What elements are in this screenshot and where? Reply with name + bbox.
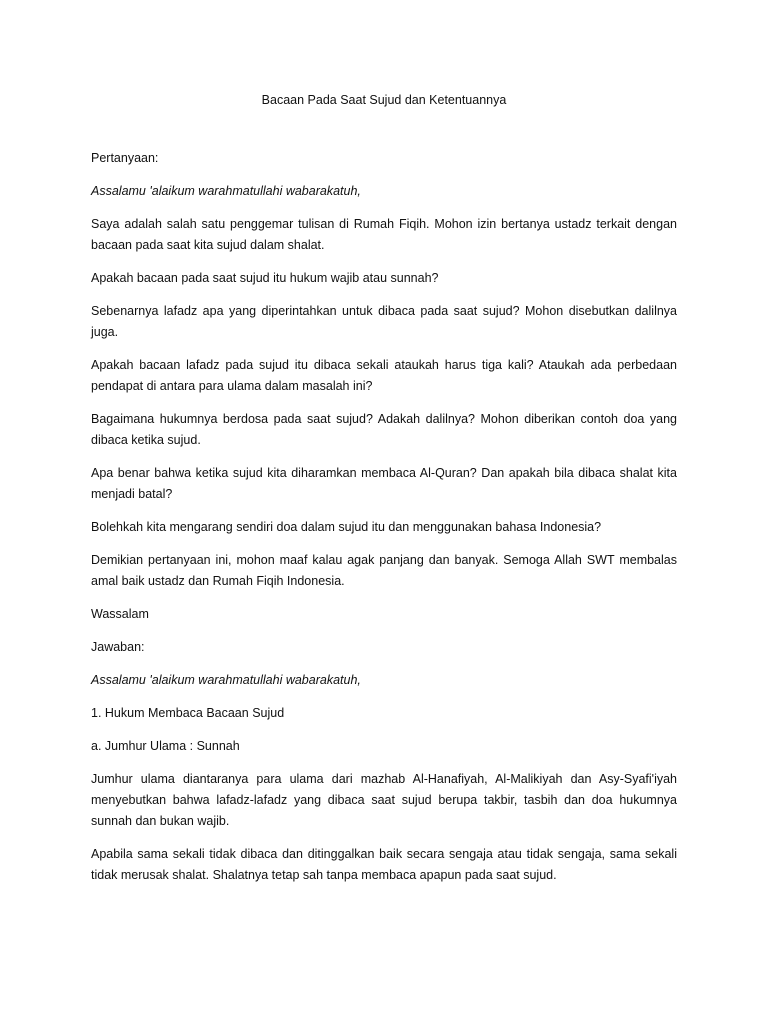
question-paragraph: Saya adalah salah satu penggemar tulisan di Rumah Fiqih. Mohon izin bertanya ustadz terkait dengan bacaan pada saat kita sujud dalam shalat. — [91, 217, 677, 252]
question-paragraph: Bagaimana hukumnya berdosa pada saat sujud? Adakah dalilnya? Mohon diberikan contoh doa yang dibaca ketika sujud. — [91, 412, 677, 447]
question-paragraph: Sebenarnya lafadz apa yang diperintahkan untuk dibaca pada saat sujud? Mohon disebutkan dalilnya juga. — [91, 304, 677, 339]
question-paragraph: Apakah bacaan lafadz pada sujud itu dibaca sekali ataukah harus tiga kali? Ataukah ada perbedaan pendapat di antara para ulama dalam masalah ini? — [91, 358, 677, 393]
answer-label: Jawaban: — [91, 640, 145, 654]
question-paragraph: Bolehkah kita mengarang sendiri doa dalam sujud itu dan menggunakan bahasa Indonesia? — [91, 520, 602, 534]
answer-paragraph: Jumhur ulama diantaranya para ulama dari mazhab Al-Hanafiyah, Al-Malikiyah dan Asy-Syafi'iyah menyebutkan bahwa lafadz-lafadz yang dibaca saat sujud berupa takbir, tasbih dan doa hukumnya sunnah dan bukan wajib. — [91, 772, 677, 828]
question-label: Pertanyaan: — [91, 151, 159, 165]
question-paragraph: Apakah bacaan pada saat sujud itu hukum wajib atau sunnah? — [91, 271, 439, 285]
section-heading: 1. Hukum Membaca Bacaan Sujud — [91, 706, 285, 720]
answer-greeting: Assalamu 'alaikum warahmatullahi wabarakatuh, — [91, 673, 361, 687]
question-paragraph: Apa benar bahwa ketika sujud kita diharamkan membaca Al-Quran? Dan apakah bila dibaca shalat kita menjadi batal? — [91, 466, 677, 501]
question-greeting: Assalamu 'alaikum warahmatullahi wabarakatuh, — [91, 184, 361, 198]
document-body — [91, 90, 677, 898]
question-paragraph: Demikian pertanyaan ini, mohon maaf kalau agak panjang dan banyak. Semoga Allah SWT membalas amal baik ustadz dan Rumah Fiqih Indonesia. — [91, 553, 677, 588]
closing-text: Wassalam — [91, 607, 149, 621]
document-title: Bacaan Pada Saat Sujud dan Ketentuannya — [261, 93, 507, 107]
subsection-heading: a. Jumhur Ulama : Sunnah — [91, 739, 240, 753]
answer-paragraph: Apabila sama sekali tidak dibaca dan ditinggalkan baik secara sengaja atau tidak sengaja, sama sekali tidak merusak shalat. Shalatnya tetap sah tanpa membaca apapun pada saat sujud. — [91, 847, 677, 882]
